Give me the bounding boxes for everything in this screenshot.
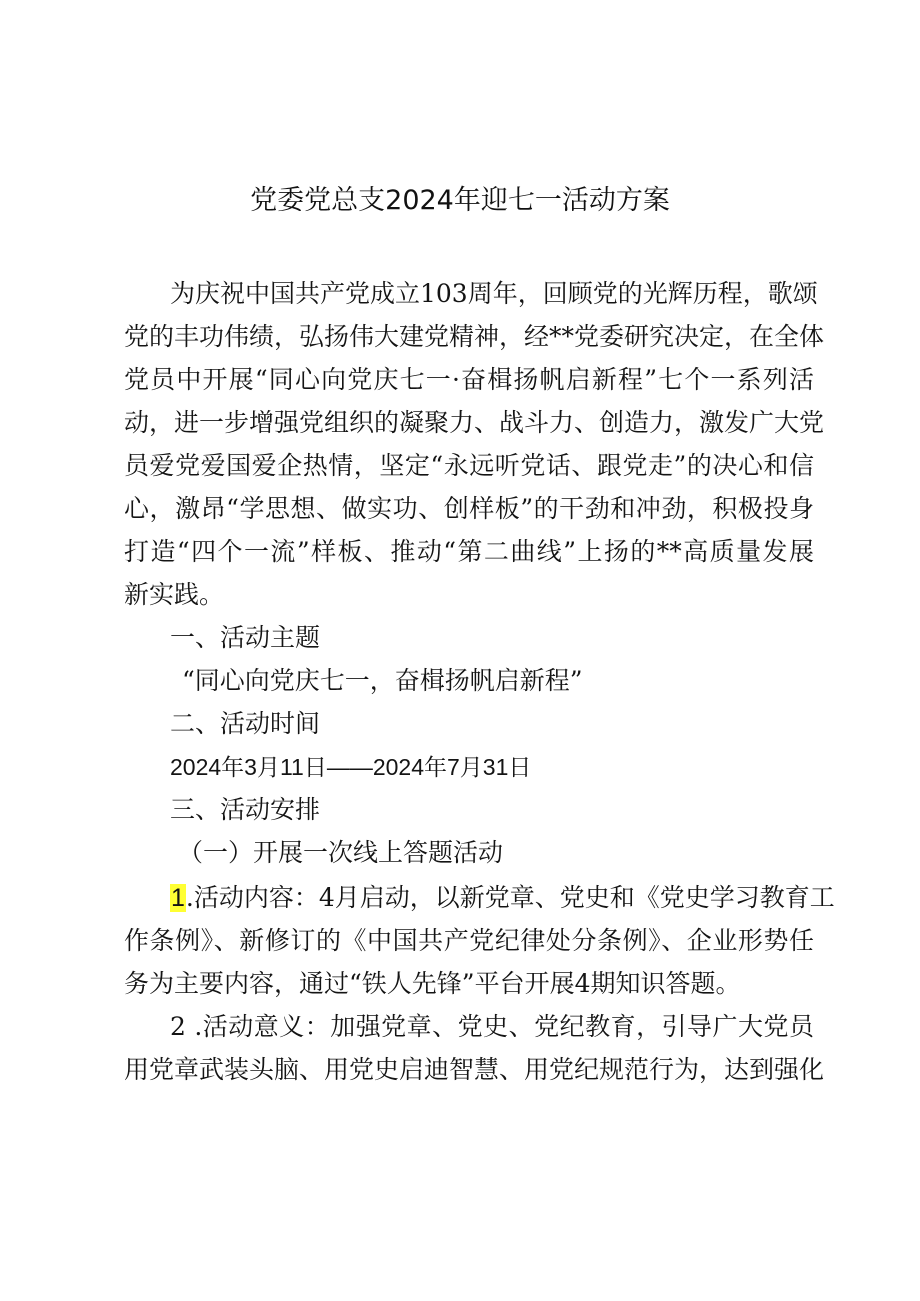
intro-line: 打造“四个一流”样板、推动“第二曲线”上扬的**高质量发展 bbox=[124, 537, 814, 566]
intro-line: 心，激昂“学思想、做实功、创样板”的干劲和冲劲，积极投身 bbox=[124, 494, 814, 523]
document-title: 党委党总支2024年迎七一活动方案 bbox=[250, 185, 670, 216]
section-body-time: 2024年3月11日——2024年7月31日 bbox=[170, 754, 532, 780]
item-1-line: 作条例》、新修订的《中国共产党纪律处分条例》、企业形势任 bbox=[124, 926, 814, 955]
item-2-line: 用党章武装头脑、用党史启迪智慧、用党纪规范行为，达到强化 bbox=[124, 1055, 825, 1084]
section-heading-arrangement: 三、活动安排 bbox=[170, 795, 321, 824]
section-heading-theme: 一、活动主题 bbox=[170, 623, 321, 652]
item-1-line bbox=[170, 878, 835, 914]
intro-line: 新实践。 bbox=[124, 580, 225, 609]
item-1-line: 务为主要内容，通过“铁人先锋”平台开展4期知识答题。 bbox=[124, 969, 741, 998]
subsection-heading: （一）开展一次线上答题活动 bbox=[178, 838, 504, 867]
item-number-highlight: 1 bbox=[171, 884, 185, 912]
intro-line: 党员中开展“同心向党庆七一·奋楫扬帆启新程”七个一系列活 bbox=[124, 365, 814, 394]
intro-line: 员爱党爱国爱企热情，坚定“永远听党话、跟党走”的决心和信 bbox=[124, 451, 814, 480]
intro-line: 动，进一步增强党组织的凝聚力、战斗力、创造力，激发广大党 bbox=[124, 408, 825, 437]
intro-line: 党的丰功伟绩，弘扬伟大建党精神，经**党委研究决定，在全体 bbox=[124, 322, 825, 351]
section-heading-time: 二、活动时间 bbox=[170, 709, 321, 738]
intro-line: 为庆祝中国共产党成立103周年，回顾党的光辉历程，歌颂 bbox=[170, 279, 818, 308]
item-2-line: 2 .活动意义：加强党章、党史、党纪教育，引导广大党员 bbox=[170, 1012, 814, 1041]
item-1-text: .活动内容：4月启动，以新党章、党史和《党史学习教育工 bbox=[185, 883, 835, 912]
section-body-theme: “同心向党庆七一，奋楫扬帆启新程” bbox=[182, 666, 583, 695]
